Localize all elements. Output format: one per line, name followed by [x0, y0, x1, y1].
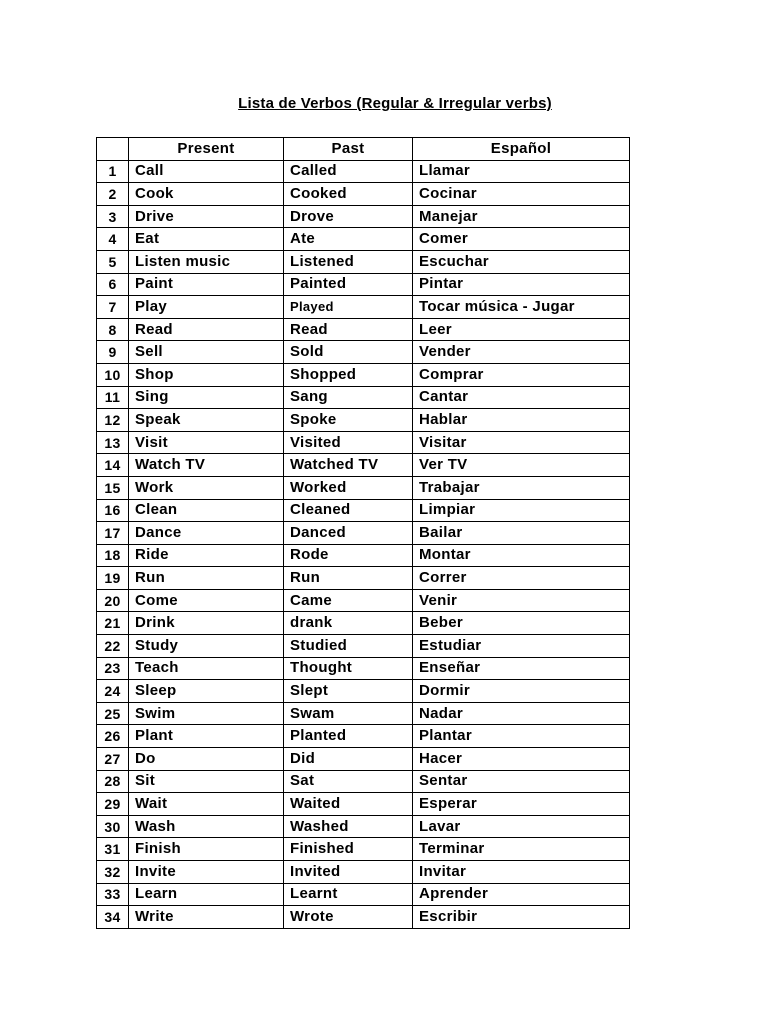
cell-past: Watched TV	[284, 454, 413, 477]
cell-past: Did	[284, 748, 413, 771]
cell-number: 6	[97, 273, 129, 296]
cell-past: Visited	[284, 431, 413, 454]
cell-number: 14	[97, 454, 129, 477]
cell-past: Slept	[284, 680, 413, 703]
table-row	[97, 273, 630, 296]
cell-present: Wash	[129, 815, 284, 838]
table-row	[97, 544, 630, 567]
cell-spanish: Venir	[413, 589, 630, 612]
table-row	[97, 612, 630, 635]
cell-past: Painted	[284, 273, 413, 296]
cell-past: Played	[284, 296, 413, 319]
cell-present: Plant	[129, 725, 284, 748]
table-row	[97, 386, 630, 409]
cell-present: Listen music	[129, 250, 284, 273]
table-row	[97, 748, 630, 771]
cell-number: 28	[97, 770, 129, 793]
cell-past: Came	[284, 589, 413, 612]
table-row	[97, 363, 630, 386]
cell-present: Visit	[129, 431, 284, 454]
cell-number: 29	[97, 793, 129, 816]
cell-past: Learnt	[284, 883, 413, 906]
cell-present: Read	[129, 318, 284, 341]
table-row	[97, 883, 630, 906]
cell-spanish: Hablar	[413, 409, 630, 432]
cell-present: Cook	[129, 183, 284, 206]
cell-number: 18	[97, 544, 129, 567]
cell-spanish: Ver TV	[413, 454, 630, 477]
header-number	[97, 138, 129, 161]
table-row	[97, 725, 630, 748]
cell-spanish: Plantar	[413, 725, 630, 748]
cell-number: 24	[97, 680, 129, 703]
cell-number: 15	[97, 476, 129, 499]
cell-spanish: Estudiar	[413, 635, 630, 658]
cell-number: 25	[97, 702, 129, 725]
table-row	[97, 228, 630, 251]
cell-spanish: Vender	[413, 341, 630, 364]
cell-number: 32	[97, 861, 129, 884]
table-row	[97, 499, 630, 522]
cell-spanish: Terminar	[413, 838, 630, 861]
cell-number: 21	[97, 612, 129, 635]
table-row	[97, 680, 630, 703]
cell-spanish: Nadar	[413, 702, 630, 725]
cell-present: Invite	[129, 861, 284, 884]
cell-present: Watch TV	[129, 454, 284, 477]
cell-present: Come	[129, 589, 284, 612]
cell-past: Sang	[284, 386, 413, 409]
cell-present: Write	[129, 906, 284, 929]
cell-past: Ate	[284, 228, 413, 251]
cell-present: Shop	[129, 363, 284, 386]
cell-present: Sleep	[129, 680, 284, 703]
cell-present: Dance	[129, 522, 284, 545]
cell-past: Listened	[284, 250, 413, 273]
cell-spanish: Trabajar	[413, 476, 630, 499]
cell-present: Teach	[129, 657, 284, 680]
cell-present: Learn	[129, 883, 284, 906]
table-row	[97, 318, 630, 341]
cell-number: 23	[97, 657, 129, 680]
table-row	[97, 635, 630, 658]
cell-spanish: Manejar	[413, 205, 630, 228]
cell-spanish: Comprar	[413, 363, 630, 386]
header-spanish: Español	[413, 138, 630, 161]
cell-number: 30	[97, 815, 129, 838]
cell-number: 8	[97, 318, 129, 341]
table-row	[97, 793, 630, 816]
cell-number: 20	[97, 589, 129, 612]
cell-spanish: Visitar	[413, 431, 630, 454]
cell-spanish: Limpiar	[413, 499, 630, 522]
cell-spanish: Escribir	[413, 906, 630, 929]
cell-spanish: Leer	[413, 318, 630, 341]
header-past: Past	[284, 138, 413, 161]
cell-spanish: Pintar	[413, 273, 630, 296]
cell-past: Thought	[284, 657, 413, 680]
cell-number: 3	[97, 205, 129, 228]
cell-past: Swam	[284, 702, 413, 725]
cell-past: drank	[284, 612, 413, 635]
cell-number: 22	[97, 635, 129, 658]
cell-spanish: Enseñar	[413, 657, 630, 680]
table-header-row	[97, 138, 630, 161]
cell-number: 5	[97, 250, 129, 273]
table-row	[97, 476, 630, 499]
cell-spanish: Lavar	[413, 815, 630, 838]
cell-spanish: Correr	[413, 567, 630, 590]
cell-number: 33	[97, 883, 129, 906]
verb-rows	[97, 160, 630, 928]
cell-past: Invited	[284, 861, 413, 884]
cell-number: 17	[97, 522, 129, 545]
cell-present: Paint	[129, 273, 284, 296]
cell-number: 34	[97, 906, 129, 929]
table-row	[97, 589, 630, 612]
cell-number: 9	[97, 341, 129, 364]
cell-present: Sing	[129, 386, 284, 409]
header-present: Present	[129, 138, 284, 161]
cell-present: Play	[129, 296, 284, 319]
cell-present: Sell	[129, 341, 284, 364]
cell-past: Studied	[284, 635, 413, 658]
verb-table	[96, 137, 630, 929]
cell-present: Wait	[129, 793, 284, 816]
cell-present: Work	[129, 476, 284, 499]
cell-spanish: Escuchar	[413, 250, 630, 273]
cell-spanish: Tocar música - Jugar	[413, 296, 630, 319]
cell-number: 13	[97, 431, 129, 454]
cell-past: Washed	[284, 815, 413, 838]
cell-spanish: Aprender	[413, 883, 630, 906]
table-row	[97, 296, 630, 319]
cell-present: Run	[129, 567, 284, 590]
table-row	[97, 183, 630, 206]
cell-number: 10	[97, 363, 129, 386]
page-title: Lista de Verbos (Regular & Irregular verbs)	[238, 95, 552, 112]
cell-present: Study	[129, 635, 284, 658]
cell-present: Speak	[129, 409, 284, 432]
cell-past: Called	[284, 160, 413, 183]
cell-present: Swim	[129, 702, 284, 725]
cell-past: Shopped	[284, 363, 413, 386]
table-row	[97, 454, 630, 477]
cell-present: Do	[129, 748, 284, 771]
cell-past: Read	[284, 318, 413, 341]
cell-spanish: Bailar	[413, 522, 630, 545]
cell-past: Sat	[284, 770, 413, 793]
cell-past: Sold	[284, 341, 413, 364]
table-row	[97, 160, 630, 183]
cell-spanish: Cantar	[413, 386, 630, 409]
cell-number: 12	[97, 409, 129, 432]
cell-spanish: Comer	[413, 228, 630, 251]
cell-number: 19	[97, 567, 129, 590]
cell-present: Drink	[129, 612, 284, 635]
cell-present: Ride	[129, 544, 284, 567]
table-row	[97, 702, 630, 725]
table-row	[97, 838, 630, 861]
cell-past: Run	[284, 567, 413, 590]
cell-present: Call	[129, 160, 284, 183]
cell-spanish: Hacer	[413, 748, 630, 771]
cell-past: Planted	[284, 725, 413, 748]
cell-number: 16	[97, 499, 129, 522]
cell-spanish: Sentar	[413, 770, 630, 793]
table-row	[97, 205, 630, 228]
cell-spanish: Llamar	[413, 160, 630, 183]
cell-past: Worked	[284, 476, 413, 499]
cell-past: Waited	[284, 793, 413, 816]
cell-number: 2	[97, 183, 129, 206]
table-row	[97, 657, 630, 680]
cell-spanish: Cocinar	[413, 183, 630, 206]
cell-present: Finish	[129, 838, 284, 861]
cell-present: Eat	[129, 228, 284, 251]
table-row	[97, 567, 630, 590]
table-row	[97, 341, 630, 364]
cell-spanish: Dormir	[413, 680, 630, 703]
table-row	[97, 815, 630, 838]
cell-spanish: Beber	[413, 612, 630, 635]
cell-number: 7	[97, 296, 129, 319]
cell-number: 27	[97, 748, 129, 771]
table-row	[97, 409, 630, 432]
cell-past: Drove	[284, 205, 413, 228]
cell-spanish: Esperar	[413, 793, 630, 816]
table-row	[97, 861, 630, 884]
cell-spanish: Invitar	[413, 861, 630, 884]
table-row	[97, 431, 630, 454]
cell-present: Clean	[129, 499, 284, 522]
table-row	[97, 250, 630, 273]
cell-past: Cooked	[284, 183, 413, 206]
cell-past: Danced	[284, 522, 413, 545]
cell-present: Sit	[129, 770, 284, 793]
cell-number: 1	[97, 160, 129, 183]
cell-spanish: Montar	[413, 544, 630, 567]
table-row	[97, 522, 630, 545]
cell-past: Spoke	[284, 409, 413, 432]
table-row	[97, 770, 630, 793]
cell-past: Wrote	[284, 906, 413, 929]
cell-past: Rode	[284, 544, 413, 567]
cell-past: Cleaned	[284, 499, 413, 522]
cell-number: 4	[97, 228, 129, 251]
cell-number: 31	[97, 838, 129, 861]
cell-number: 11	[97, 386, 129, 409]
table-row	[97, 906, 630, 929]
cell-present: Drive	[129, 205, 284, 228]
cell-number: 26	[97, 725, 129, 748]
cell-past: Finished	[284, 838, 413, 861]
